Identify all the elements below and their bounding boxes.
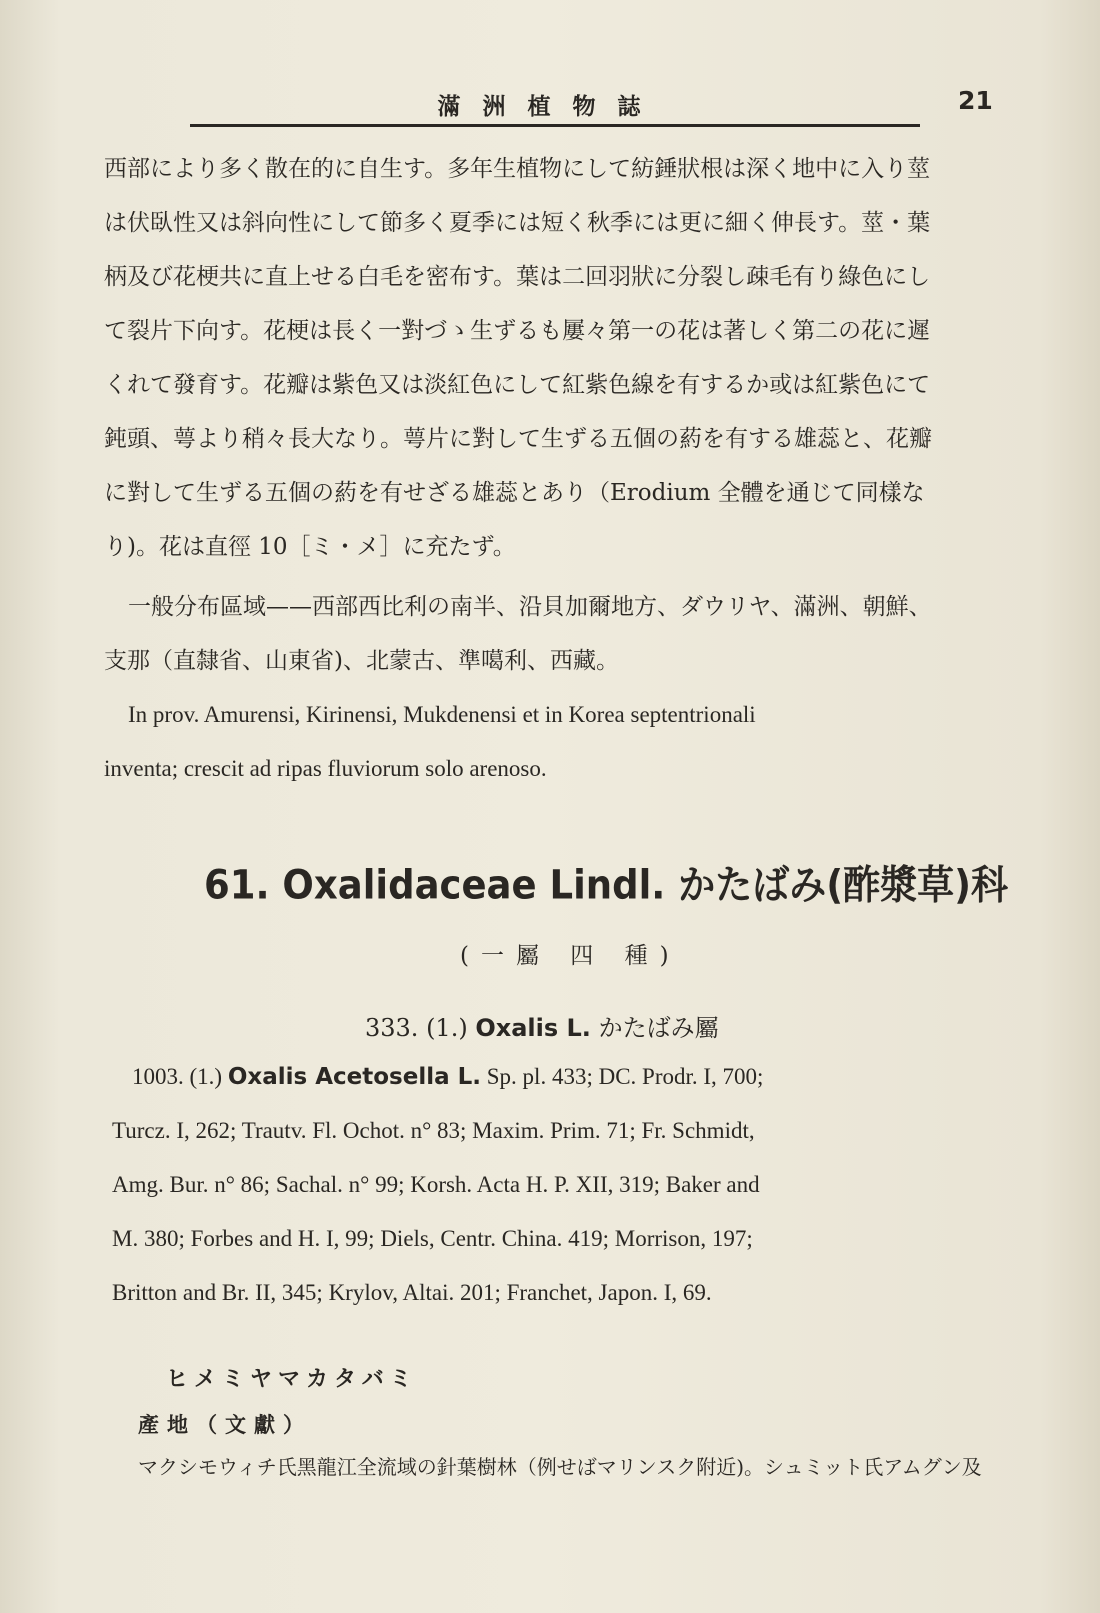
distribution-line: 一般分布區域——西部西比利の南半、沿貝加爾地方、ダウリヤ、滿洲、朝鮮、 [128, 594, 932, 620]
running-header-title: 滿洲植物誌 [437, 93, 663, 120]
genus-name: Oxalis L. [475, 1014, 591, 1042]
page-number: 21 [958, 86, 993, 115]
habitat-text: マクシモウィチ氏黑龍江全流域の針葉樹林（例せばマリンスク附近)。シュミット氏アムグン及 [138, 1455, 982, 1479]
genus-species-count: (一屬 四 種) [460, 943, 681, 969]
citation-line: M. 380; Forbes and H. I, 99; Diels, Centr. China. 419; Morrison, 197; [112, 1226, 753, 1251]
paragraph-line: 鈍頭、萼より稍々長大なり。萼片に對して生ずる五個の葯を有する雄蕊と、花瓣 [104, 426, 932, 452]
species-citation: Sp. pl. 433; DC. Prodr. I, 700; [486, 1064, 764, 1089]
species-heading [132, 1062, 1042, 1092]
distribution-line: 支那（直隸省、山東省)、北蒙古、準噶利、西藏。 [104, 648, 619, 674]
latin-line: In prov. Amurensi, Kirinensi, Mukdenensi et in Korea septentrionali [128, 702, 756, 727]
genus-heading [365, 1008, 719, 1043]
citation-line: Britton and Br. II, 345; Krylov, Altai. 201; Franchet, Japon. I, 69. [112, 1280, 712, 1305]
genus-number: 333. (1.) [365, 1014, 468, 1042]
citation-line: Turcz. I, 262; Trautv. Fl. Ochot. n° 83; Maxim. Prim. 71; Fr. Schmidt, [112, 1118, 755, 1143]
paragraph-line: は伏臥性又は斜向性にして節多く夏季には短く秋季には更に細く伸長す。莖・葉 [104, 210, 931, 236]
paragraph-line: 柄及び花梗共に直上せる白毛を密布す。葉は二回羽狀に分裂し疎毛有り綠色にし [104, 264, 931, 290]
paragraph-line: り)。花は直徑 10［ミ・メ］に充たず。 [104, 534, 516, 560]
species-name: Oxalis Acetosella L. [227, 1064, 482, 1090]
family-heading: 61. Oxalidaceae Lindl. かたばみ(酢漿草)科 [204, 861, 1009, 908]
habitat-label: 產地（文獻） [138, 1412, 312, 1437]
citation-line: Amg. Bur. n° 86; Sachal. n° 99; Korsh. Acta H. P. XII, 319; Baker and [112, 1172, 760, 1197]
species-jp-name: ヒメミヤマカタバミ [166, 1367, 418, 1392]
paragraph-line: くれて發育す。花瓣は紫色又は淡紅色にして紅紫色線を有するか或は紅紫色にて [104, 372, 931, 398]
paragraph-line: て裂片下向す。花梗は長く一對づゝ生ずるも屢々第一の花は著しく第二の花に遲 [104, 318, 931, 344]
genus-jp-name: かたばみ屬 [598, 1014, 719, 1042]
paragraph-line: に對して生ずる五個の葯を有せざる雄蕊とあり（Erodium 全體を通じて同樣な [104, 480, 925, 506]
species-number: 1003. (1.) [132, 1064, 223, 1089]
latin-line: inventa; crescit ad ripas fluviorum solo arenoso. [104, 756, 547, 781]
paragraph-line: 西部により多く散在的に自生す。多年生植物にして紡錘狀根は深く地中に入り莖 [104, 156, 931, 182]
header-rule [190, 124, 920, 127]
